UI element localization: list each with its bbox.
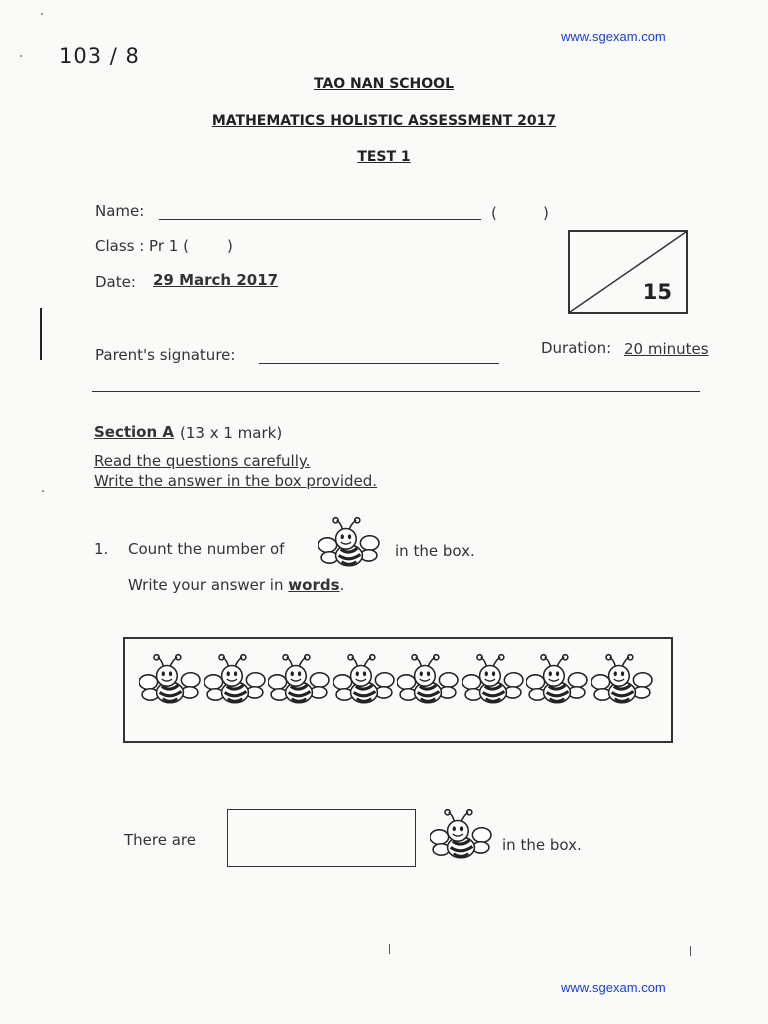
- section-marks: (13 x 1 mark): [180, 424, 283, 442]
- page-reference: 103 / 8: [59, 44, 140, 68]
- name-index-open: (: [491, 204, 497, 222]
- question-text-before: Count the number of: [128, 540, 285, 558]
- signature-field[interactable]: [259, 363, 499, 364]
- signature-label: Parent's signature:: [95, 346, 236, 364]
- watermark-top[interactable]: www.sgexam.com: [561, 29, 666, 44]
- question-line2-keyword: words: [288, 576, 340, 594]
- score-total: 15: [642, 280, 672, 304]
- date-value: 29 March 2017: [153, 271, 279, 289]
- bee-icon: [204, 653, 266, 707]
- question-line2: [128, 576, 344, 594]
- bee-icon: [397, 653, 459, 707]
- bee-icon: [591, 653, 653, 707]
- header-divider: [92, 391, 700, 392]
- duration-label: Duration:: [541, 339, 612, 357]
- scan-speck: [20, 55, 22, 57]
- class-label: Class : Pr 1 (: [95, 237, 189, 255]
- bee-icon: [462, 653, 524, 707]
- instruction-read: Read the questions carefully.: [94, 452, 311, 470]
- name-index-close: ): [543, 204, 549, 222]
- question-text-after: in the box.: [395, 542, 475, 560]
- answer-text-after: in the box.: [502, 836, 582, 854]
- watermark-bottom[interactable]: www.sgexam.com: [561, 980, 666, 995]
- scan-margin-mark: [40, 308, 42, 360]
- question-number: 1.: [94, 540, 109, 558]
- assessment-title: MATHEMATICS HOLISTIC ASSESSMENT 2017: [211, 113, 557, 129]
- question-line2-after: .: [339, 576, 345, 594]
- scan-speck: [41, 13, 43, 15]
- question-line2-before: Write your answer in: [128, 576, 284, 594]
- school-title: TAO NAN SCHOOL: [313, 76, 454, 92]
- class-paren-close: ): [227, 237, 233, 255]
- bee-icon: [139, 653, 201, 707]
- bee-row: [139, 653, 653, 711]
- date-label: Date:: [95, 273, 136, 291]
- bee-icon: [318, 516, 380, 570]
- scan-speck: [42, 490, 44, 492]
- name-field[interactable]: [159, 219, 481, 220]
- bee-icon: [526, 653, 588, 707]
- instruction-write: Write the answer in the box provided.: [94, 472, 378, 490]
- bee-icon: [430, 808, 492, 862]
- name-label: Name:: [95, 202, 145, 220]
- test-title: TEST 1: [357, 149, 411, 165]
- scan-speck: [389, 944, 390, 954]
- score-box: [568, 230, 688, 314]
- bee-count-box: [123, 637, 673, 743]
- bee-icon: [333, 653, 395, 707]
- duration-value: 20 minutes: [624, 340, 709, 358]
- answer-text-before: There are: [124, 831, 196, 849]
- scan-speck: [690, 946, 691, 956]
- bee-icon: [268, 653, 330, 707]
- section-title: Section A: [94, 423, 174, 441]
- answer-input-box[interactable]: [227, 809, 416, 867]
